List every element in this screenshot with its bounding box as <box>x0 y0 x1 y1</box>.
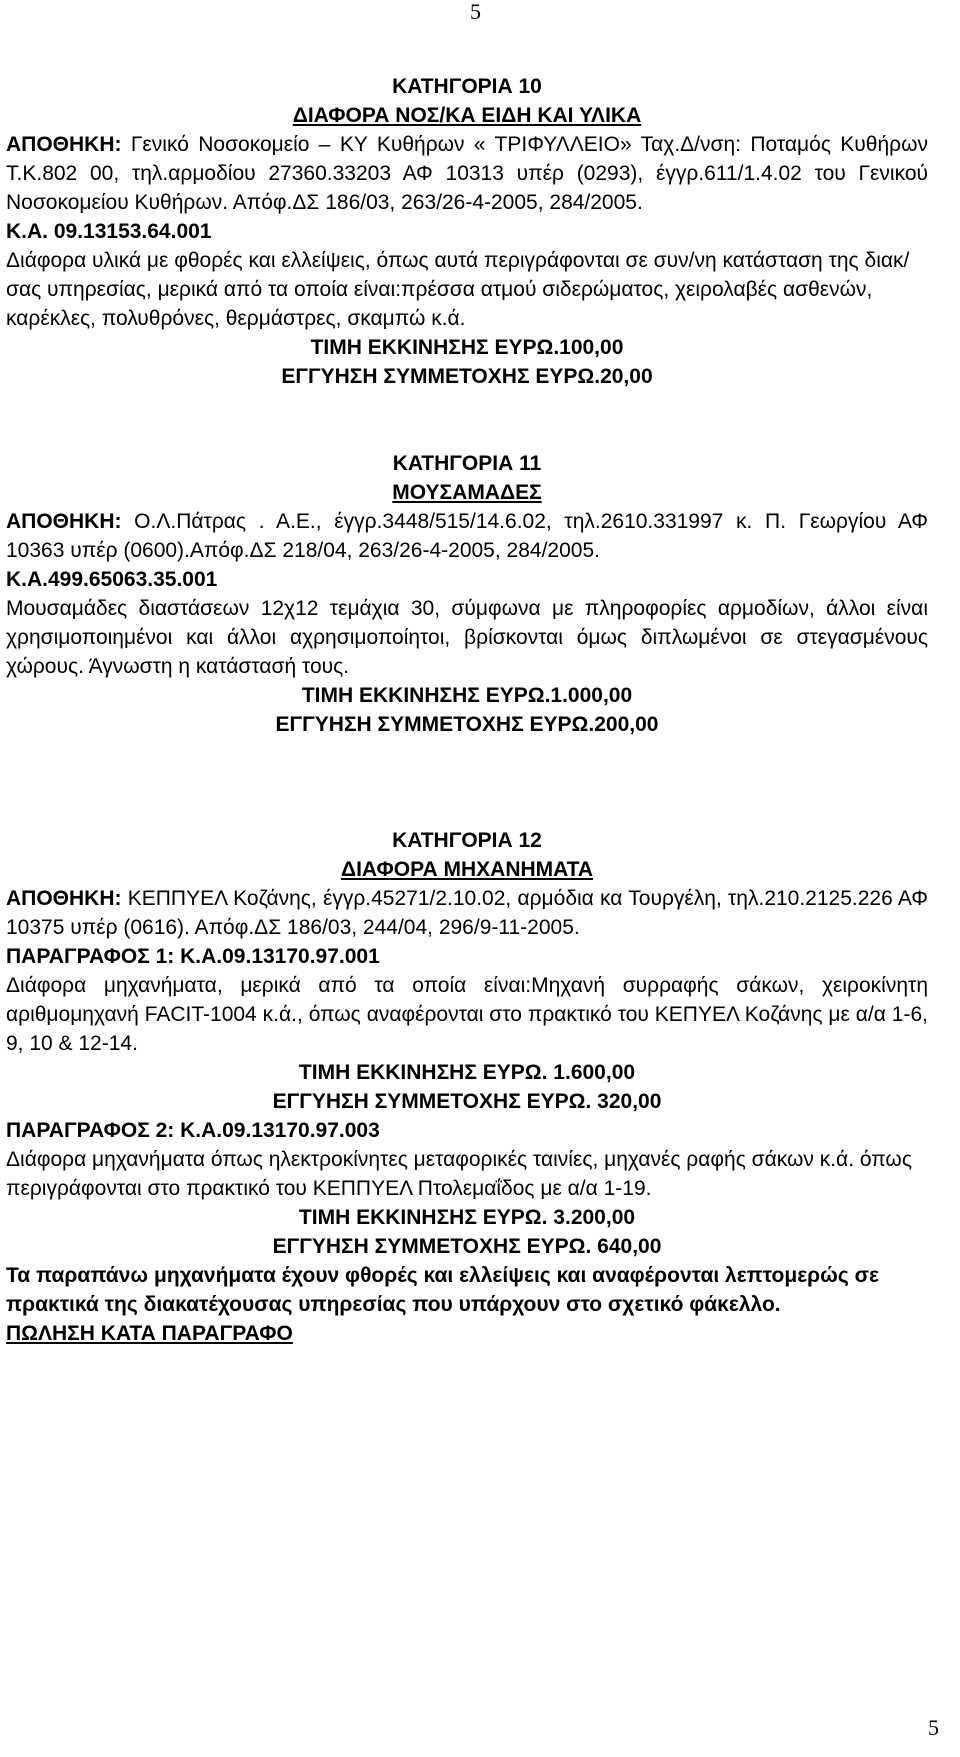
spacer <box>6 391 928 449</box>
storage-label: ΑΠΟΘΗΚΗ: <box>6 887 122 910</box>
category-12-heading: ΚΑΤΗΓΟΡΙΑ 12 <box>392 829 542 852</box>
category-12 <box>6 826 928 1348</box>
storage-text: Γενικό Νοσοκομείο – ΚΥ Κυθήρων « ΤΡΙΦΥΛΛΕΙΟ» Ταχ.Δ/νση: Ποταμός Κυθήρων Τ.Κ.802 00, τηλ.αρμοδίου 27360.33203 ΑΦ 10313 υπέρ (0293), έγγρ.611/1.4.02 του Γενικού Νοσοκομείου Κυθήρων. Απόφ.ΔΣ 186/03, 263/26-4-2005, 284/2005. <box>6 133 928 214</box>
spacer <box>6 739 928 826</box>
category-11-storage <box>6 507 928 565</box>
category-12-storage <box>6 884 928 942</box>
category-11 <box>6 449 928 739</box>
storage-label: ΑΠΟΘΗΚΗ: <box>6 510 122 533</box>
paragraph-1-guarantee: ΕΓΓΥΗΣΗ ΣΥΜΜΕΤΟΧΗΣ ΕΥΡΩ. 320,00 <box>272 1090 662 1113</box>
category-10-code: Κ.Α. 09.13153.64.001 <box>6 220 212 243</box>
category-10-start-price: ΤΙΜΗ ΕΚΚΙΝΗΣΗΣ ΕΥΡΩ.100,00 <box>310 336 624 359</box>
storage-text: ΚΕΠΠΥΕΛ Κοζάνης, έγγρ.45271/2.10.02, αρμόδια κα Τουργέλη, τηλ.210.2125.226 ΑΦ 10375 υπέρ (0616). Απόφ.ΔΣ 186/03, 244/04, 296/9-11-2005. <box>6 887 928 939</box>
category-10-heading: ΚΑΤΗΓΟΡΙΑ 10 <box>392 75 542 98</box>
category-10-title: ΔΙΑΦΟΡΑ ΝΟΣ/ΚΑ ΕΙΔΗ ΚΑΙ ΥΛΙΚΑ <box>292 104 642 127</box>
paragraph-2-start-price: ΤΙΜΗ ΕΚΚΙΝΗΣΗΣ ΕΥΡΩ. 3.200,00 <box>298 1206 636 1229</box>
paragraph-2-description: Διάφορα μηχανήματα όπως ηλεκτροκίνητες μεταφορικές ταινίες, μηχανές ραφής σάκων κ.ά. όπως περιγράφονται στο πρακτικό του ΚΕΠΠΥΕΛ Πτολεμαΐδος με α/α 1-19. <box>6 1148 912 1200</box>
category-10-description: Διάφορα υλικά με φθορές και ελλείψεις, όπως αυτά περιγράφονται σε συν/νη κατάσταση της διακ/σας υπηρεσίας, μερικά από τα οποία είναι:πρέσσα ατμού σιδερώματος, χειρολαβές ασθενών, καρέκλες, πολυθρόνες, θερμάστρες, σκαμπώ κ.ά. <box>6 249 910 330</box>
category-10 <box>6 72 928 391</box>
document-body <box>6 72 928 1348</box>
page-number-bottom: 5 <box>928 1715 939 1740</box>
category-11-description: Μουσαμάδες διαστάσεων 12χ12 τεμάχια 30, σύμφωνα με πληροφορίες αρμοδίων, άλλοι είναι χρησιμοποιημένοι και άλλοι αχρησιμοποίητοι, βρίσκονται όμως διπλωμένοι σε στεγασμένους χώρους. Άγνωστη η κατάστασή τους. <box>6 597 928 678</box>
page-number-top: 5 <box>470 0 481 24</box>
paragraph-1-description: Διάφορα μηχανήματα, μερικά από τα οποία είναι:Μηχανή συρραφής σάκων, χειροκίνητη αριθμομηχανή FACIT-1004 κ.ά., όπως αναφέρονται στο πρακτικό του ΚΕΠΥΕΛ Κοζάνης με α/α 1-6, 9, 10 & 12-14. <box>6 974 928 1055</box>
category-11-heading: ΚΑΤΗΓΟΡΙΑ 11 <box>392 452 542 475</box>
category-12-title: ΔΙΑΦΟΡΑ ΜΗΧΑΝΗΜΑΤΑ <box>340 858 594 881</box>
category-11-guarantee: ΕΓΓΥΗΣΗ ΣΥΜΜΕΤΟΧΗΣ ΕΥΡΩ.200,00 <box>275 713 659 736</box>
paragraph-2-guarantee: ΕΓΓΥΗΣΗ ΣΥΜΜΕΤΟΧΗΣ ΕΥΡΩ. 640,00 <box>272 1235 662 1258</box>
category-11-title: ΜΟΥΣΑΜΑΔΕΣ <box>392 481 542 504</box>
paragraph-1-start-price: ΤΙΜΗ ΕΚΚΙΝΗΣΗΣ ΕΥΡΩ. 1.600,00 <box>298 1061 636 1084</box>
category-11-start-price: ΤΙΜΗ ΕΚΚΙΝΗΣΗΣ ΕΥΡΩ.1.000,00 <box>301 684 633 707</box>
category-10-storage <box>6 130 928 217</box>
category-12-note: Τα παραπάνω μηχανήματα έχουν φθορές και ελλείψεις και αναφέρονται λεπτομερώς σε πρακτικά της διακατέχουσας υπηρεσίας που υπάρχουν στο σχετικό φάκελλο. <box>6 1264 879 1316</box>
paragraph-2-code: ΠΑΡΑΓΡΑΦΟΣ 2: Κ.Α.09.13170.97.003 <box>6 1119 380 1142</box>
category-10-guarantee: ΕΓΓΥΗΣΗ ΣΥΜΜΕΤΟΧΗΣ ΕΥΡΩ.20,00 <box>281 365 653 388</box>
paragraph-1-code: ΠΑΡΑΓΡΑΦΟΣ 1: Κ.Α.09.13170.97.001 <box>6 945 380 968</box>
storage-label: ΑΠΟΘΗΚΗ: <box>6 133 122 156</box>
category-11-code: Κ.Α.499.65063.35.001 <box>6 568 218 591</box>
sale-mode: ΠΩΛΗΣΗ ΚΑΤΑ ΠΑΡΑΓΡΑΦΟ <box>6 1322 293 1345</box>
storage-text: Ο.Λ.Πάτρας . Α.Ε., έγγρ.3448/515/14.6.02, τηλ.2610.331997 κ. Π. Γεωργίου ΑΦ 10363 υπέρ (0600).Απόφ.ΔΣ 218/04, 263/26-4-2005, 284/2005. <box>6 510 928 562</box>
